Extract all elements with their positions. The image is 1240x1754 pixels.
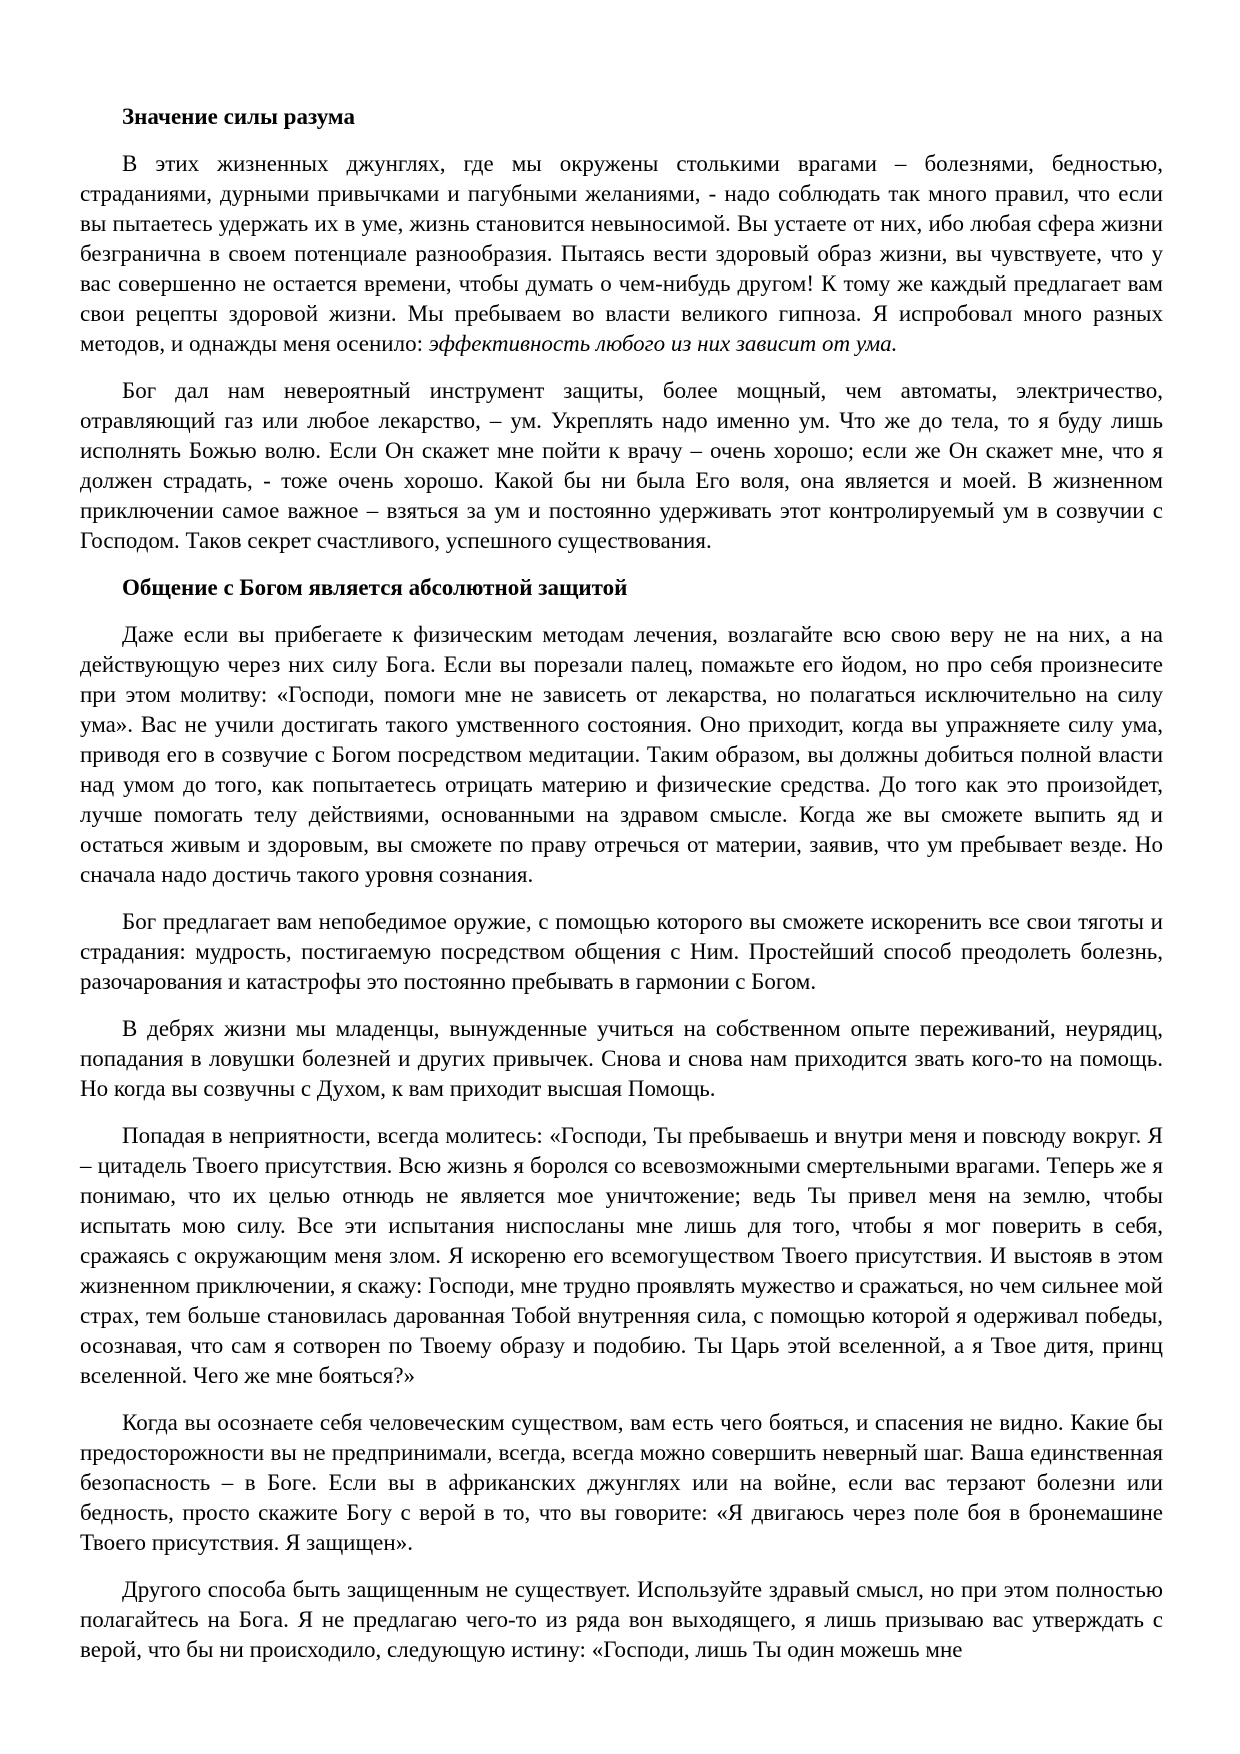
paragraph-infants-in-wilds: В дебрях жизни мы младенцы, вынужденные учиться на собственном опыте переживаний, неурядиц, попадания в ловушки болезней и других привычек. Снова и снова нам приходится звать кого-то на помощь. Но когда вы созвучны с Духом, к вам приходит высшая Помощь. [80,1016,1163,1101]
paragraph-text: В этих жизненных джунглях, где мы окружены столькими врагами – болезнями, бедностью, страданиями, дурными привычками и пагубными желаниями, - надо соблюдать так много правил, что если вы пытаетесь удержать их в уме, жизнь становится невыносимой. Вы устаете от них, ибо любая сфера жизни безгранична в своем потенциале разнообразия. Пытаясь вести здоровый образ жизни, вы чувствуете, что у вас совершенно не остается времени, чтобы думать о чем-нибудь другом! К тому же каждый предлагает вам свои рецепты здоровой жизни. Мы пребываем во власти великого гипноза. Я испробовал много разных методов, и однажды меня осенило: [80,151,1163,356]
paragraph-invincible-weapon: Бог предлагает вам непобедимое оружие, с помощью которого вы сможете искоренить все свои тяготы и страдания: мудрость, постигаемую посредством общения с Ним. Простейший способ преодолеть болезнь, разочарования и катастрофы это постоянно пребывать в гармонии с Богом. [80,909,1163,994]
paragraph-prayer-in-trouble: Попадая в неприятности, всегда молитесь: «Господи, Ты пребываешь и внутри меня и повсюду вокруг. Я – цитадель Твоего присутствия. Всю жизнь я боролся со всевозможными смертельными врагами. Теперь же я понимаю, что их целью отнюдь не является мое уничтожение; ведь Ты привел меня на землю, чтобы испытать мою силу. Все эти испытания ниспосланы мне лишь для того, чтобы я мог поверить в себя, сражаясь с окружающим меня злом. Я искореню его всемогуществом Твоего присутствия. И выстояв в этом жизненном приключении, я скажу: Господи, мне трудно проявлять мужество и сражаться, но чем сильнее мой страх, тем больше становилась дарованная Тобой внутренняя сила, с помощью которой я одерживал победы, осознавая, что сам я сотворен по Твоему образу и подобию. Ты Царь этой вселенной, а я Твое дитя, принц вселенной. Чего же мне бояться?» [80,1123,1163,1388]
section-heading-power-of-mind: Значение силы разума [122,104,355,129]
paragraph-italic-text: эффективность любого из них зависит от ума. [428,331,898,356]
paragraph-physical-methods: Даже если вы прибегаете к физическим методам лечения, возлагайте всю свою веру не на них, а на действующую через них силу Бога. Если вы порезали палец, помажьте его йодом, но про себя произнесите при этом молитву: «Господи, помоги мне не зависеть от лекарства, но полагаться исключительно на силу ума». Вас не учили достигать такого умственного состояния. Оно приходит, когда вы упражняете силу ума, приводя его в созвучие с Богом посредством медитации. Таким образом, вы должны добиться полной власти над умом до того, как попытаетесь отрицать материю и физические средства. До того как это произойдет, лучше помогать телу действиями, основанными на здравом смысле. Когда же вы сможете выпить яд и остаться живым и здоровым, вы сможете по праву отречься от материи, заявив, что ум пребывает везде. Но сначала надо достичь такого уровня сознания. [80,622,1163,887]
paragraph-god-gave-instrument: Бог дал нам невероятный инструмент защиты, более мощный, чем автоматы, электричество, отравляющий газ или любое лекарство, – ум. Укреплять надо именно ум. Что же до тела, то я буду лишь исполнять Божью волю. Если Он скажет мне пойти к врачу – очень хорошо; если же Он скажет мне, что я должен страдать, - тоже очень хорошо. Какой бы ни была Его воля, она является и моей. В жизненном приключении самое важное – взяться за ум и постоянно удерживать этот контролируемый ум в созвучии с Господом. Таков секрет счастливого, успешного существования. [80,378,1163,553]
section-heading-communion-with-god: Общение с Богом является абсолютной защитой [122,575,628,600]
paragraph-no-other-way: Другого способа быть защищенным не существует. Используйте здравый смысл, но при этом полностью полагайтесь на Бога. Я не предлагаю чего-то из ряда вон выходящего, я лишь призываю вас утверждать с верой, что бы ни происходило, следующую истину: «Господи, лишь Ты один можешь мне [80,1577,1163,1662]
paragraph-jungle-of-life [80,149,1163,359]
paragraph-human-being-fear: Когда вы осознаете себя человеческим существом, вам есть чего бояться, и спасения не видно. Какие бы предосторожности вы не предпринимали, всегда, всегда можно совершить неверный шаг. Ваша единственная безопасность – в Боге. Если вы в африканских джунглях или на войне, если вас терзают болезни или бедность, просто скажите Богу с верой в то, что вы говорите: «Я двигаюсь через поле боя в бронемашине Твоего присутствия. Я защищен». [80,1410,1163,1555]
